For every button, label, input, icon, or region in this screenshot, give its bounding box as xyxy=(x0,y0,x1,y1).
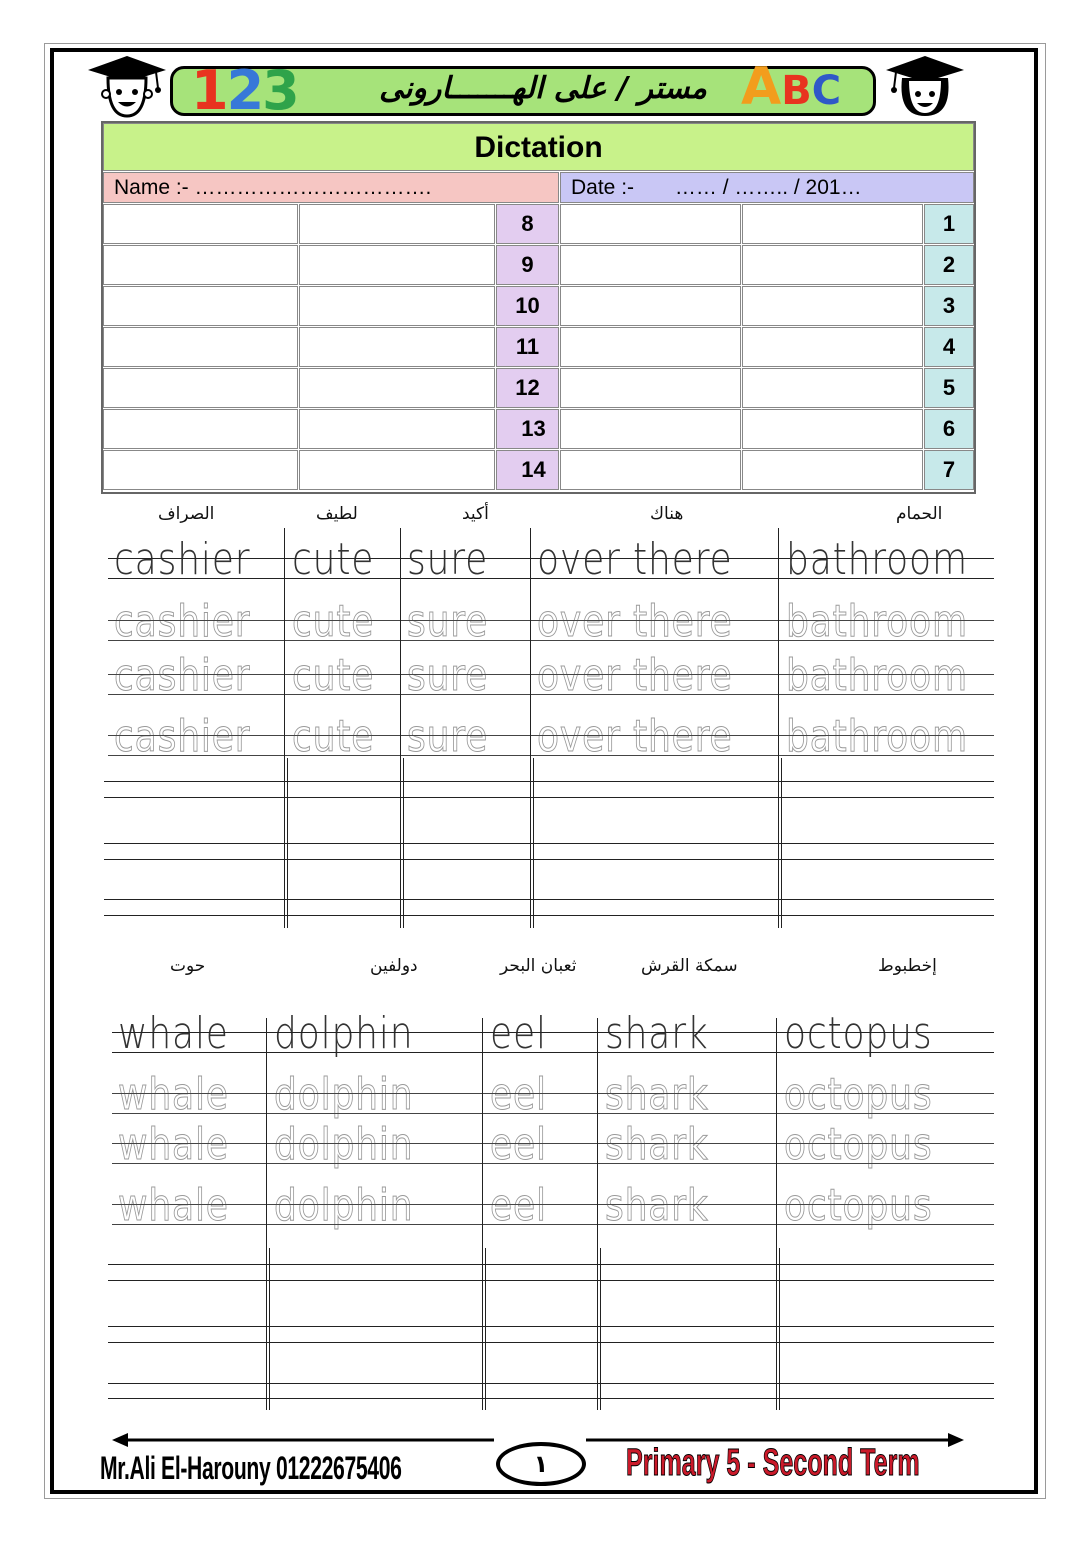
answer-cell[interactable] xyxy=(742,450,923,490)
answer-cell[interactable] xyxy=(742,204,923,244)
trace-word[interactable]: cute xyxy=(292,596,375,647)
ruling-line xyxy=(112,1052,994,1053)
row-number: 12 xyxy=(496,368,559,408)
writing-line[interactable] xyxy=(108,1342,994,1343)
writing-line[interactable] xyxy=(108,1398,994,1399)
arabic-meaning: إخطبوط xyxy=(878,956,937,976)
column-divider xyxy=(287,758,288,928)
trace-word[interactable]: cashier xyxy=(114,650,251,701)
column-divider xyxy=(284,528,285,928)
trace-word[interactable]: octopus xyxy=(784,1119,933,1170)
arabic-meaning: الصراف xyxy=(158,504,215,524)
ruling-line xyxy=(112,1113,994,1114)
writing-line[interactable] xyxy=(108,1264,994,1265)
ruling-line xyxy=(108,735,994,736)
ruling-line xyxy=(112,1204,994,1205)
numbers-logo: 123 xyxy=(191,59,298,122)
trace-word[interactable]: bathroom xyxy=(786,650,968,701)
graduate-boy-icon xyxy=(86,54,168,120)
column-divider xyxy=(781,758,782,928)
answer-cell[interactable] xyxy=(742,368,923,408)
trace-word[interactable]: bathroom xyxy=(786,711,968,762)
trace-word[interactable]: whale xyxy=(118,1069,229,1120)
answer-cell[interactable] xyxy=(299,245,495,285)
column-divider xyxy=(266,1018,267,1410)
writing-line[interactable] xyxy=(108,1326,994,1327)
grade-term: Primary 5 - Second Term xyxy=(626,1442,920,1484)
answer-cell[interactable] xyxy=(560,409,741,449)
trace-word[interactable]: sure xyxy=(407,711,489,762)
header-banner xyxy=(170,57,876,122)
trace-word[interactable]: shark xyxy=(605,1180,709,1231)
trace-word[interactable]: eel xyxy=(490,1069,547,1120)
row-number: 11 xyxy=(496,327,559,367)
dictation-title: Dictation xyxy=(103,123,974,171)
ruling-line xyxy=(112,1032,994,1033)
letters-logo: ABC xyxy=(741,57,842,117)
trace-word[interactable]: bathroom xyxy=(786,596,968,647)
ruling-line xyxy=(108,620,994,621)
writing-line[interactable] xyxy=(108,1383,994,1384)
ruling-line xyxy=(112,1143,994,1144)
answer-cell[interactable] xyxy=(103,327,298,367)
trace-word[interactable]: octopus xyxy=(784,1069,933,1120)
ruling-line xyxy=(108,640,994,641)
model-word: eel xyxy=(490,1008,547,1059)
answer-cell[interactable] xyxy=(299,327,495,367)
trace-word[interactable]: dolphin xyxy=(274,1180,414,1231)
trace-word[interactable]: cashier xyxy=(114,711,251,762)
model-word: over there xyxy=(537,534,733,585)
writing-line[interactable] xyxy=(108,1280,994,1281)
model-word: octopus xyxy=(784,1008,933,1059)
trace-word[interactable]: cashier xyxy=(114,596,251,647)
model-word: cashier xyxy=(114,534,251,585)
answer-cell[interactable] xyxy=(742,409,923,449)
arabic-meaning: لطيف xyxy=(316,504,358,524)
row-number: 9 xyxy=(496,245,559,285)
answer-cell[interactable] xyxy=(103,368,298,408)
arabic-meaning: دولفين xyxy=(370,956,418,976)
answer-cell[interactable] xyxy=(103,204,298,244)
column-divider xyxy=(485,1248,486,1410)
arabic-meaning: أكيد xyxy=(462,504,489,524)
writing-line[interactable] xyxy=(104,859,994,860)
ruling-line xyxy=(108,694,994,695)
row-number: 10 xyxy=(496,286,559,326)
answer-cell[interactable] xyxy=(560,204,741,244)
model-word: sure xyxy=(407,534,489,585)
row-number: 3 xyxy=(924,286,974,326)
writing-line[interactable] xyxy=(104,781,994,782)
model-word: cute xyxy=(292,534,375,585)
trace-word[interactable]: over there xyxy=(537,596,733,647)
answer-cell[interactable] xyxy=(299,450,495,490)
arabic-meaning: الحمام xyxy=(896,504,943,524)
trace-word[interactable]: dolphin xyxy=(274,1119,414,1170)
ruling-line xyxy=(108,558,994,559)
trace-word[interactable]: cute xyxy=(292,711,375,762)
answer-cell[interactable] xyxy=(742,245,923,285)
model-word: whale xyxy=(118,1008,229,1059)
trace-word[interactable]: cute xyxy=(292,650,375,701)
answer-cell[interactable] xyxy=(560,450,741,490)
ruling-line xyxy=(112,1163,994,1164)
writing-line[interactable] xyxy=(104,797,994,798)
row-number: 1 xyxy=(924,204,974,244)
answer-cell[interactable] xyxy=(560,245,741,285)
model-word: bathroom xyxy=(786,534,968,585)
ruling-line xyxy=(108,755,994,756)
answer-cell[interactable] xyxy=(560,286,741,326)
answer-cell[interactable] xyxy=(103,245,298,285)
trace-word[interactable]: eel xyxy=(490,1180,547,1231)
trace-word[interactable]: over there xyxy=(537,711,733,762)
trace-word[interactable]: sure xyxy=(407,650,489,701)
model-word: shark xyxy=(605,1008,709,1059)
arabic-meaning: سمكة القرش xyxy=(641,956,738,976)
trace-word[interactable]: octopus xyxy=(784,1180,933,1231)
author-contact: Mr.Ali El-Harouny 01222675406 xyxy=(100,1450,402,1486)
row-number: 2 xyxy=(924,245,974,285)
model-word: dolphin xyxy=(274,1008,414,1059)
trace-word[interactable]: shark xyxy=(605,1069,709,1120)
row-number: 6 xyxy=(924,409,974,449)
row-number: 5 xyxy=(924,368,974,408)
answer-cell[interactable] xyxy=(742,286,923,326)
writing-line[interactable] xyxy=(104,915,994,916)
name-field[interactable]: Name :- ……………………………. xyxy=(103,172,559,203)
trace-word[interactable]: whale xyxy=(118,1119,229,1170)
trace-word[interactable]: over there xyxy=(537,650,733,701)
writing-line[interactable] xyxy=(104,899,994,900)
answer-cell[interactable] xyxy=(560,327,741,367)
row-number: 4 xyxy=(924,327,974,367)
column-divider xyxy=(776,1018,777,1410)
date-field[interactable]: Date :- …… / …….. / 201… xyxy=(560,172,974,203)
trace-word[interactable]: dolphin xyxy=(274,1069,414,1120)
row-number: 13 xyxy=(496,409,559,449)
arabic-meaning: ثعبان البحر xyxy=(500,956,577,976)
column-divider xyxy=(269,1248,270,1410)
column-divider xyxy=(600,1248,601,1410)
answer-cell[interactable] xyxy=(742,327,923,367)
ruling-line xyxy=(108,674,994,675)
answer-cell[interactable] xyxy=(103,450,298,490)
answer-cell[interactable] xyxy=(299,204,495,244)
arabic-meaning: هناك xyxy=(650,504,684,524)
column-divider xyxy=(530,528,531,928)
page-number: ١ xyxy=(496,1442,586,1486)
graduate-girl-icon xyxy=(884,54,966,120)
answer-cell[interactable] xyxy=(103,286,298,326)
answer-cell[interactable] xyxy=(103,409,298,449)
ruling-line xyxy=(108,578,994,579)
answer-cell[interactable] xyxy=(299,368,495,408)
answer-cell[interactable] xyxy=(299,286,495,326)
writing-line[interactable] xyxy=(104,843,994,844)
column-divider xyxy=(597,1018,598,1410)
row-number: 8 xyxy=(496,204,559,244)
answer-cell[interactable] xyxy=(299,409,495,449)
column-divider xyxy=(779,1248,780,1410)
arabic-meaning: حوت xyxy=(170,956,206,976)
column-divider xyxy=(482,1018,483,1410)
row-number: 7 xyxy=(924,450,974,490)
trace-word[interactable]: eel xyxy=(490,1119,547,1170)
teacher-name-arabic: مستر / على الهـــــــارونى xyxy=(379,71,707,106)
trace-word[interactable]: shark xyxy=(605,1119,709,1170)
row-number: 14 xyxy=(496,450,559,490)
trace-word[interactable]: whale xyxy=(118,1180,229,1231)
answer-cell[interactable] xyxy=(560,368,741,408)
trace-word[interactable]: sure xyxy=(407,596,489,647)
column-divider xyxy=(403,758,404,928)
ruling-line xyxy=(112,1224,994,1225)
column-divider xyxy=(778,528,779,928)
ruling-line xyxy=(112,1093,994,1094)
column-divider xyxy=(400,528,401,928)
column-divider xyxy=(533,758,534,928)
